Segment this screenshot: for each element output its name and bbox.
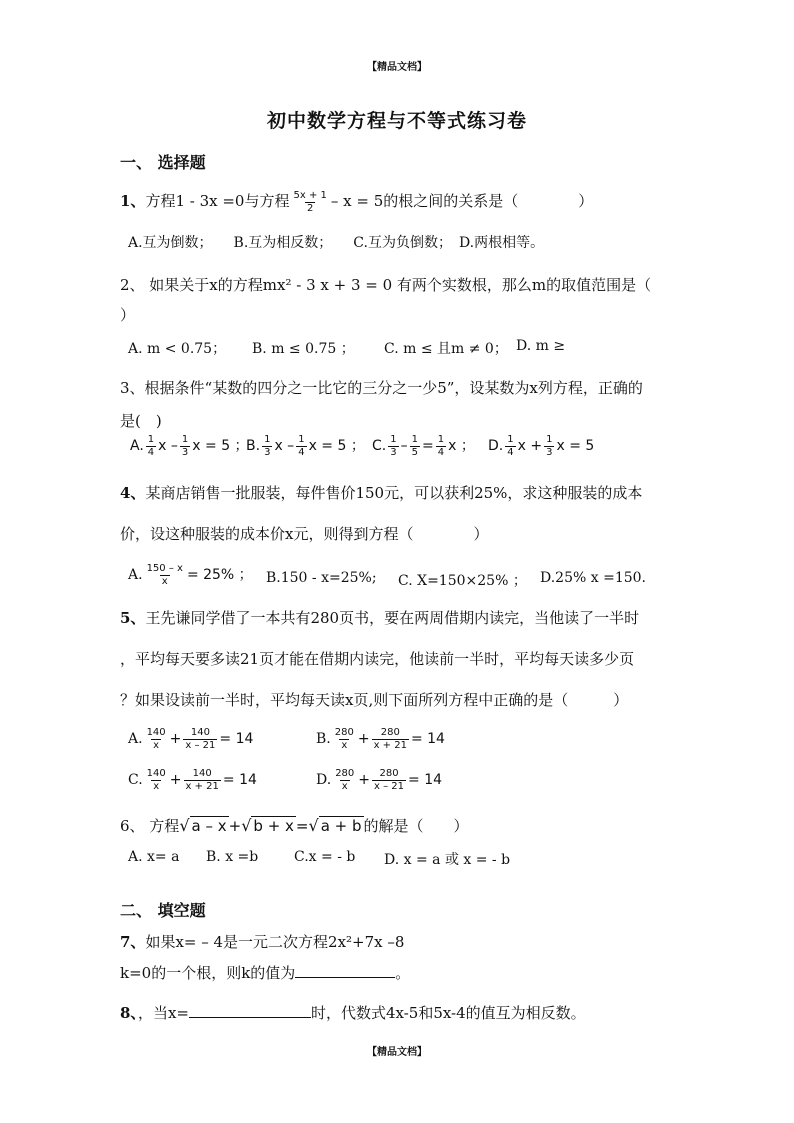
section-heading-choice: 一、 选择题: [120, 153, 206, 172]
fraction-denominator: x: [341, 739, 348, 751]
radical-sign: √: [241, 816, 252, 835]
fraction-denominator: 3: [546, 446, 553, 458]
fraction: [333, 727, 356, 751]
fraction: [145, 768, 168, 792]
fraction-denominator: 4: [507, 446, 514, 458]
question-5-option-b: [316, 727, 445, 751]
page-header-tag: 【精品文档】: [367, 62, 427, 73]
question-6-option-d: D. x = a 或 x = - b: [384, 852, 511, 868]
answer-blank[interactable]: [189, 1017, 311, 1018]
question-5-line-3: ？如果设读前一半时，平均每天读x页,则下面所列方程中正确的是（ ）: [120, 691, 629, 709]
fraction-numerator: 1: [181, 434, 189, 445]
fraction: [388, 434, 398, 458]
question-3-line-2: 是( ): [120, 412, 162, 430]
fraction-denominator: x: [341, 780, 348, 792]
question-2-option-c: C. m ≤ 且m ≠ 0；: [384, 341, 508, 357]
question-5-text: 王先谦同学借了一本共有280页书，要在两周借期内读完，当他读了一半时: [145, 609, 640, 627]
fraction-numerator: 140: [146, 768, 166, 779]
operator: =: [295, 817, 309, 835]
fraction-numerator: 1: [411, 434, 418, 445]
fraction: [180, 434, 190, 458]
fraction-denominator: 5: [411, 446, 418, 458]
fraction-denominator: 4: [437, 446, 445, 458]
radicand: a + b: [320, 817, 362, 835]
fraction-denominator: x: [153, 780, 160, 792]
question-1-text-b: – x = 5的根之间的关系是（ ）: [330, 192, 594, 210]
fraction-numerator: 140: [146, 727, 166, 738]
operator: +: [357, 731, 370, 747]
option-label: C.: [372, 438, 387, 454]
question-5-option-a: [128, 727, 253, 751]
question-1: [120, 190, 593, 214]
question-5-line-2: ，平均每天要多读21页才能在借期内读完，他读前一半时，平均每天读多少页: [120, 650, 635, 668]
option-label: B.: [246, 438, 261, 454]
fraction-denominator: x – 21: [185, 739, 216, 751]
fraction: [505, 434, 515, 458]
fraction-denominator: x: [161, 575, 168, 587]
question-1-options: A.互为倒数； B.互为相反数； C.互为负倒数； D.两根相等。: [128, 235, 545, 251]
fraction-numerator: 140: [192, 768, 212, 779]
question-4-number: 4、: [120, 484, 146, 502]
fraction: [372, 727, 409, 751]
question-3-option-a: [130, 434, 249, 458]
fraction-numerator: 280: [335, 768, 355, 779]
fraction-denominator: 4: [147, 446, 155, 458]
sqrt-expression: [241, 816, 296, 835]
option-text: x = 5 ；: [308, 438, 365, 454]
option-text: x –: [158, 438, 178, 454]
question-2-option-d: D. m ≥: [516, 338, 566, 354]
option-text: –: [400, 438, 408, 454]
question-7-number: 7、: [120, 933, 146, 951]
question-4-text: 某商店销售一批服装，每件售价150元，可以获利25%，求这种服装的成本: [145, 484, 643, 502]
fraction-numerator: 1: [298, 434, 305, 445]
fraction-denominator: 2: [306, 202, 314, 214]
question-3-option-d: [488, 434, 594, 458]
option-label: B.: [316, 731, 331, 747]
option-label: A.: [128, 731, 143, 747]
fraction: [333, 768, 356, 792]
question-6: [120, 815, 469, 836]
fraction-numerator: 150 – x: [146, 563, 183, 574]
question-6-option-a: A. x= a: [128, 849, 180, 865]
option-text: x –: [274, 438, 295, 454]
fraction: [372, 768, 406, 792]
sqrt-expression: [309, 816, 364, 835]
fraction-denominator: 4: [298, 446, 305, 458]
option-text: = 25% ；: [186, 567, 253, 583]
question-4-line-2: 价，设这种服装的成本价x元，则得到方程（ ）: [120, 525, 489, 543]
fraction-numerator: 1: [147, 434, 155, 445]
question-3-option-c: [372, 434, 475, 458]
fraction-numerator: 280: [379, 768, 399, 779]
question-4-option-b: B.150 - x=25%;: [266, 570, 377, 586]
question-1-fraction: [291, 190, 328, 214]
question-6-option-b: B. x =b: [206, 849, 259, 865]
fraction-denominator: x + 21: [185, 780, 219, 792]
fraction-denominator: 3: [264, 446, 271, 458]
fraction-numerator: 1: [507, 434, 514, 445]
option-text: = 14: [410, 731, 445, 747]
radical-sign: √: [179, 816, 190, 835]
radical-sign: √: [308, 816, 319, 835]
question-1-number: 1、: [120, 192, 146, 210]
fraction-numerator: 5x + 1: [293, 190, 327, 201]
answer-blank[interactable]: [295, 977, 395, 978]
question-8-text: ，当x=: [137, 1004, 189, 1022]
question-5-option-d: [316, 768, 442, 792]
option-label: A.: [128, 567, 143, 583]
fraction-denominator: x: [153, 739, 160, 751]
fraction: [145, 563, 185, 587]
fraction-numerator: 280: [334, 727, 354, 738]
fraction-denominator: x + 21: [373, 739, 407, 751]
fraction-numerator: 140: [190, 727, 210, 738]
question-8-number: 8、: [120, 1004, 138, 1022]
fraction: [296, 434, 306, 458]
option-label: D.: [316, 772, 332, 788]
sqrt-expression: [179, 816, 228, 835]
option-label: D.: [488, 438, 504, 454]
question-3-line-1: 3、根据条件“某数的四分之一比它的三分之一少5”，设某数为x列方程，正确的: [120, 379, 643, 397]
question-2-line-1: 2、 如果关于x的方程mx² - 3 x + 3 = 0 有两个实数根，那么m的取值范围是（: [120, 276, 652, 294]
question-7-text: 。: [395, 964, 411, 982]
option-text: = 14: [222, 772, 257, 788]
question-2-line-2: ）: [120, 306, 136, 324]
question-8: [120, 1002, 586, 1023]
page-title: 初中数学方程与不等式练习卷: [266, 110, 527, 132]
fraction-denominator: 3: [390, 446, 397, 458]
question-6-text: 的解是（ ）: [363, 817, 469, 835]
fraction: [184, 768, 221, 792]
fraction-denominator: x – 21: [374, 780, 405, 792]
question-5-number: 5、: [120, 609, 146, 627]
section-heading-fill-blank: 二、 填空题: [120, 901, 206, 920]
question-7-line-2: [120, 962, 410, 983]
option-text: x = 5 ；: [192, 438, 249, 454]
question-4-option-c: C. X=150×25% ；: [398, 573, 527, 589]
option-label: A.: [130, 438, 144, 454]
question-7-text: 如果x= – 4是一元二次方程2x²+7x –8: [145, 933, 405, 951]
option-text: x +: [517, 438, 543, 454]
question-2-option-b: B. m ≤ 0.75 ；: [252, 341, 355, 357]
fraction: [436, 434, 446, 458]
option-label: C.: [128, 772, 143, 788]
operator: +: [169, 772, 182, 788]
fraction: [544, 434, 554, 458]
option-text: = 14: [408, 772, 443, 788]
fraction-numerator: 1: [546, 434, 553, 445]
fraction: [145, 727, 168, 751]
radicand: b + x: [253, 817, 294, 835]
question-7-line-1: [120, 931, 404, 952]
question-3-option-b: [246, 434, 365, 458]
question-4-option-d: D.25% x =150.: [540, 570, 646, 586]
question-6-text: 6、 方程: [120, 817, 180, 835]
question-6-option-c: C.x = - b: [294, 849, 356, 865]
option-text: = 14: [219, 731, 254, 747]
option-text: x ；: [448, 438, 475, 454]
fraction: [410, 434, 420, 458]
page-footer-tag: 【精品文档】: [367, 1047, 427, 1058]
question-8-text: 时，代数式4x-5和5x-4的值互为相反数。: [310, 1004, 586, 1022]
fraction: [262, 434, 272, 458]
option-text: x = 5: [556, 438, 595, 454]
question-2-option-a: A. m < 0.75；: [128, 341, 227, 357]
fraction: [146, 434, 156, 458]
fraction: [183, 727, 217, 751]
fraction-denominator: 3: [181, 446, 189, 458]
operator: +: [169, 731, 182, 747]
question-4-line-1: [120, 482, 642, 503]
question-1-text-a: 方程1 - 3x =0与方程: [145, 192, 290, 210]
option-text: =: [421, 438, 434, 454]
fraction-numerator: 1: [264, 434, 271, 445]
fraction-numerator: 1: [437, 434, 445, 445]
question-4-option-a: [128, 563, 253, 587]
radicand: a – x: [191, 817, 227, 835]
operator: +: [358, 772, 371, 788]
fraction-numerator: 280: [380, 727, 400, 738]
question-5-line-1: [120, 607, 639, 628]
question-7-text: k=0的一个根，则k的值为: [120, 964, 296, 982]
fraction-numerator: 1: [390, 434, 397, 445]
operator: +: [228, 817, 242, 835]
question-5-option-c: [128, 768, 257, 792]
